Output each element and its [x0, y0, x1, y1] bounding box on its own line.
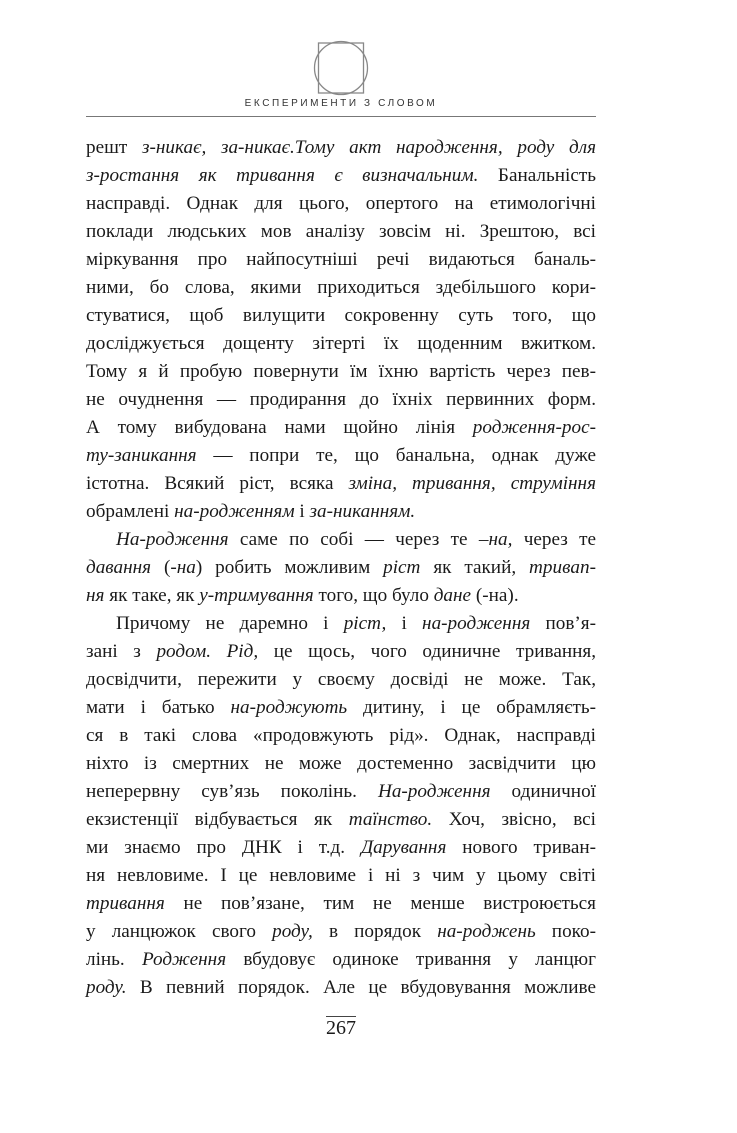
text-span: як таке, як	[104, 585, 200, 606]
text-span: і	[294, 501, 310, 522]
italic-span: –на,	[478, 529, 513, 550]
text-span: ми знаємо про ДНК і т.д.	[86, 837, 361, 858]
italic-span: таїнство.	[348, 809, 433, 830]
text-span: ніхто із смертних не може достеменно засвідчити цю	[86, 753, 596, 774]
text-span: В певний порядок. Але це вбудовування можливе	[126, 977, 596, 998]
italic-span: Родження	[141, 949, 227, 970]
italic-span: на-родження	[422, 613, 531, 634]
text-span: саме по собі — через те	[228, 529, 479, 550]
text-span: неперервну сув’язь поколінь.	[86, 781, 378, 802]
text-span: поклади людських мов аналізу зовсім ні. Зрештою, всі	[86, 221, 596, 242]
page-number: 267	[326, 1017, 356, 1039]
text-line	[86, 526, 596, 554]
italic-span: тривання	[86, 893, 165, 914]
text-line	[86, 414, 596, 442]
text-span: ними, бо слова, якими приходиться здебільшого кори-	[86, 277, 596, 298]
text-span: — попри те, що банальна, однак дуже	[196, 445, 596, 466]
italic-span: на-родженням	[174, 501, 295, 522]
square-in-circle-icon	[313, 40, 369, 96]
running-head: ЕКСПЕРИМЕНТИ З СЛОВОМ	[244, 98, 438, 109]
text-span: поко-	[535, 921, 596, 942]
text-span: Тому я й пробую повернути їм їхню вартість через пев-	[86, 361, 596, 382]
italic-span: дане	[433, 585, 472, 606]
text-span: лінь.	[86, 949, 142, 970]
text-line	[86, 974, 596, 1002]
text-span: А тому вибудована нами щойно лінія	[86, 417, 473, 438]
text-line	[86, 946, 596, 974]
text-line	[86, 862, 596, 890]
text-line	[86, 806, 596, 834]
text-span: одиничної	[490, 781, 596, 802]
text-span: в порядок	[312, 921, 438, 942]
text-line	[86, 274, 596, 302]
italic-span: на	[176, 557, 196, 578]
text-line	[86, 582, 596, 610]
italic-span: у-тримування	[199, 585, 314, 606]
text-span: дитину, і це обрамляєть-	[347, 697, 596, 718]
text-line	[86, 722, 596, 750]
text-span: істотна. Всякий ріст, всяка	[86, 473, 349, 494]
italic-span: На-родження	[377, 781, 491, 802]
body-text	[86, 134, 596, 1002]
text-span: ) робить можливим	[195, 557, 384, 578]
text-line	[86, 134, 596, 162]
text-span: Хоч, звісно, всі	[432, 809, 596, 830]
italic-span: ту-заникання	[86, 445, 197, 466]
text-line	[86, 890, 596, 918]
text-line	[86, 246, 596, 274]
text-line	[86, 750, 596, 778]
text-line	[86, 190, 596, 218]
text-span: через те	[512, 529, 596, 550]
italic-span: Дарування	[360, 837, 447, 858]
text-line	[86, 638, 596, 666]
text-span: решт	[86, 137, 142, 158]
italic-span: ня	[86, 585, 105, 606]
text-line	[86, 554, 596, 582]
italic-span: за-никанням.	[309, 501, 416, 522]
text-span: досліджується дощенту зітерті їх щоденним вжитком.	[86, 333, 596, 354]
text-span: мати і батько	[86, 697, 231, 718]
text-span: (-на).	[471, 585, 519, 606]
italic-span: родження-рос-	[472, 417, 596, 438]
italic-span: з-ростання як тривання є визначальним.	[86, 165, 479, 186]
italic-span: на-роджень	[437, 921, 536, 942]
text-span: насправді. Однак для цього, опертого на етимологічні	[86, 193, 596, 214]
text-line	[86, 386, 596, 414]
text-span: Причому не даремно і	[116, 613, 344, 634]
text-span: зані з	[86, 641, 157, 662]
italic-span: роду,	[272, 921, 313, 942]
text-span: ня невловиме. І це невловиме і ні з чим у цьому світі	[86, 865, 596, 886]
text-span: не очуднення — продирання до їхніх первинних форм.	[86, 389, 596, 410]
text-line	[86, 918, 596, 946]
text-span: вбудовує одиноке тривання у ланцюг	[226, 949, 596, 970]
text-line	[86, 442, 596, 470]
text-line	[86, 834, 596, 862]
text-span: це щось, чого одиничне тривання,	[258, 641, 596, 662]
italic-span: На-родження	[116, 529, 229, 550]
italic-span: роду.	[86, 977, 127, 998]
italic-span: на-роджують	[230, 697, 348, 718]
italic-span: ріст	[383, 557, 421, 578]
text-line	[86, 610, 596, 638]
text-line	[86, 778, 596, 806]
text-span: міркування про найпосутніші речі видаються баналь-	[86, 249, 596, 270]
text-span: нового триван-	[446, 837, 596, 858]
italic-span: зміна, тривання, струміння	[348, 473, 596, 494]
text-span: як такий,	[420, 557, 530, 578]
text-span: Банальність	[478, 165, 596, 186]
text-span: у ланцюжок свого	[86, 921, 273, 942]
text-line	[86, 498, 596, 526]
italic-span: давання	[86, 557, 152, 578]
text-line	[86, 162, 596, 190]
text-span: того, що було	[313, 585, 434, 606]
text-span: ся в такі слова «продовжують рід». Однак, насправді	[86, 725, 596, 746]
text-span: пов’я-	[530, 613, 597, 634]
text-span: обрамлені	[86, 501, 175, 522]
text-line	[86, 358, 596, 386]
text-span: і	[386, 613, 423, 634]
text-span: стуватися, щоб вилущити сокровенну суть того, що	[86, 305, 596, 326]
text-span: екзистенції відбувається як	[86, 809, 349, 830]
italic-span: родом. Рід,	[156, 641, 259, 662]
text-line	[86, 302, 596, 330]
text-span: (-	[151, 557, 177, 578]
text-line	[86, 666, 596, 694]
italic-span: ріст,	[343, 613, 387, 634]
header-rule	[86, 116, 596, 117]
italic-span: з-никає, за-никає.Тому акт народження, роду для	[142, 137, 596, 158]
text-line	[86, 218, 596, 246]
text-line	[86, 330, 596, 358]
text-span: досвідчити, пережити у своєму досвіді не може. Так,	[86, 669, 596, 690]
italic-span: тривan-	[529, 557, 596, 578]
text-span: не пов’язане, тим не менше вистроюється	[164, 893, 596, 914]
text-line	[86, 694, 596, 722]
text-line	[86, 470, 596, 498]
